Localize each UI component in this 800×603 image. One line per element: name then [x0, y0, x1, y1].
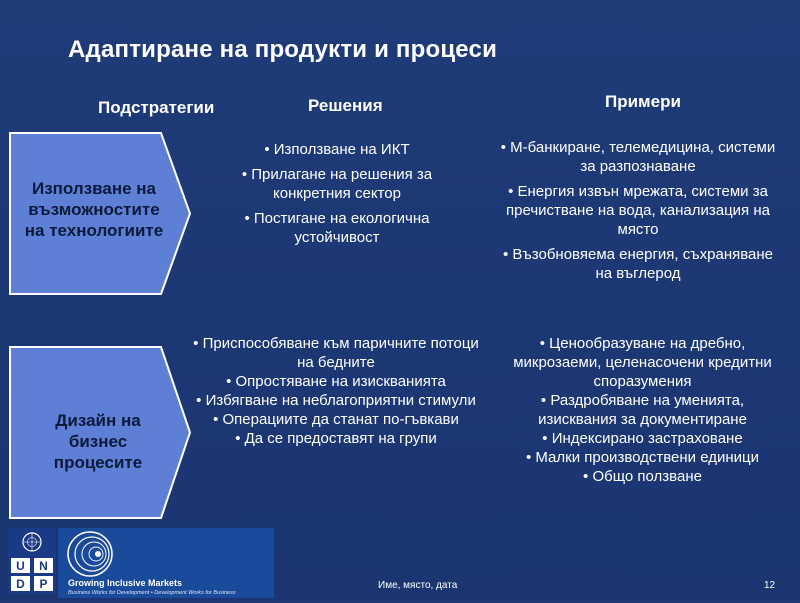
solutions-list-business — [190, 334, 482, 448]
svg-text:U: U — [16, 559, 25, 573]
undp-logo — [8, 528, 56, 594]
strategy-line: процесите — [53, 453, 143, 472]
strategy-label-technology — [9, 178, 179, 241]
svg-text:P: P — [39, 577, 48, 591]
header-solutions: Решения — [308, 96, 383, 115]
svg-text:N: N — [39, 559, 48, 573]
svg-text:D: D — [16, 577, 25, 591]
strategy-line: бизнес — [68, 432, 128, 451]
strategy-label-business — [13, 410, 183, 473]
list-item: • Възобновяема енергия, съхраняване на въглерод — [502, 246, 773, 282]
solutions-list-technology — [212, 140, 462, 253]
list-item: • Раздробяване на уменията, изисквания за документиране — [538, 392, 747, 428]
brand-tagline: Business Works for Development • Development Works for Business — [68, 590, 236, 596]
strategy-line: Използване на — [32, 179, 156, 198]
strategy-arrow-technology — [9, 132, 189, 295]
list-item: • Да се предоставят на групи — [235, 430, 437, 447]
header-substrategies: Подстратегии — [98, 98, 215, 117]
list-item: • Енергия извън мрежата, системи за пречистване на вода, канализация на място — [506, 183, 770, 238]
list-item: • Ценообразуване на дребно, микрозаеми, целенасочени кредитни споразумения — [513, 335, 772, 390]
examples-list-business — [500, 334, 785, 486]
list-item: • Използване на ИКТ — [264, 141, 410, 158]
brand-name: Growing Inclusive Markets — [68, 578, 183, 588]
strategy-line: на технологиите — [24, 221, 164, 240]
strategy-line: Дизайн на — [55, 411, 141, 430]
strategy-arrow-business — [9, 346, 189, 519]
slide-title: Адаптиране на продукти и процеси — [68, 36, 498, 63]
list-item: • Опростяване на изискванията — [226, 373, 446, 390]
list-item: • Избягване на неблагоприятни стимули — [196, 392, 476, 409]
list-item: • Индексирано застраховане — [542, 430, 743, 447]
list-item: • Прилагане на решения за конкретния сектор — [241, 166, 433, 202]
page-number: 12 — [764, 580, 776, 591]
examples-list-technology — [500, 138, 776, 289]
header-examples: Примери — [605, 92, 681, 111]
list-item: • Постигане на екологична устойчивост — [244, 210, 430, 246]
list-item: • Приспособяване към паричните потоци на бедните — [193, 335, 479, 371]
list-item: • Операциите да станат по-гъвкави — [213, 411, 459, 428]
footer-name-place-date: Име, място, дата — [378, 580, 458, 591]
strategy-line: възможностите — [28, 200, 160, 219]
list-item: • М-банкиране, телемедицина, системи за разпознаване — [500, 139, 776, 175]
list-item: • Общо ползване — [583, 468, 702, 485]
list-item: • Малки производствени единици — [525, 449, 760, 466]
